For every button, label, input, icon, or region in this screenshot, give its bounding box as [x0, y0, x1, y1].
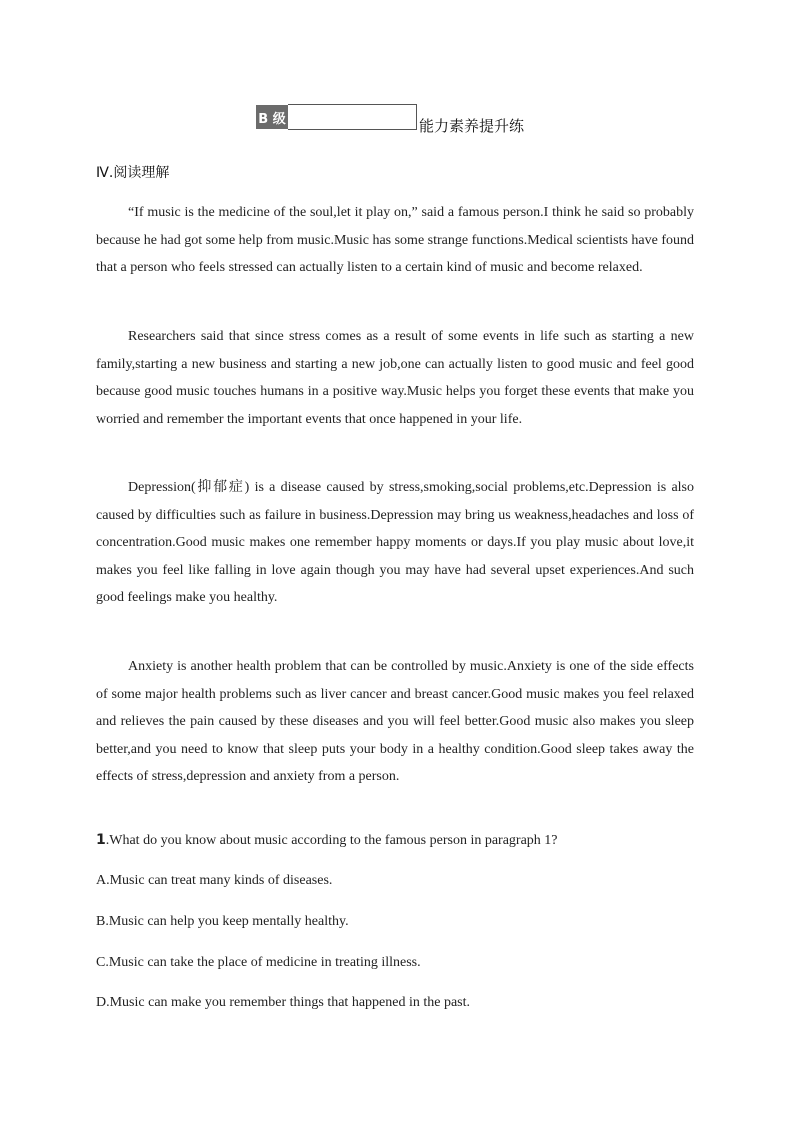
question-text: .What do you know about music according to the famous person in paragraph 1?	[105, 833, 558, 848]
section-title: Ⅳ.阅读理解	[96, 165, 170, 181]
passage-paragraph-2: Researchers said that since stress comes as a result of some events in life such as starting a new family,starting a new business and starting a new job,one can actually listen to good music and feel good because good music touches humans in a positive way.Music helps you forget these events that make you worried and remember the important events that once happened in your life.	[96, 329, 694, 427]
option-d[interactable]: D.Music can make you remember things that happened in the past.	[96, 995, 471, 1010]
question-1	[96, 832, 558, 849]
question-number: 1	[96, 832, 106, 848]
option-a[interactable]: A.Music can treat many kinds of diseases.	[96, 873, 333, 888]
header-title: 能力素养提升练	[419, 117, 525, 135]
passage-paragraph-1: “If music is the medicine of the soul,let it play on,” said a famous person.I think he said so probably because he had got some help from music.Music has some strange functions.Medical scientists have found that a person who feels stressed can actually listen to a certain kind of music and become relaxed.	[96, 205, 694, 276]
option-b[interactable]: B.Music can help you keep mentally healthy.	[96, 914, 349, 929]
level-header	[256, 103, 524, 133]
level-badge: B 级	[256, 105, 288, 129]
passage-paragraph-3: Depression(抑郁症) is a disease caused by stress,smoking,social problems,etc.Depression is also caused by difficulties such as failure in business.Depression may bring us weakness,headaches and loss of concentration.Good music makes one remember happy moments or days.If you play music about love,it makes you feel like falling in love again though you may have had several upset experiences.And such good feelings make you healthy.	[96, 480, 694, 606]
option-c[interactable]: C.Music can take the place of medicine in treating illness.	[96, 955, 421, 970]
passage-paragraph-4: Anxiety is another health problem that can be controlled by music.Anxiety is one of the side effects of some major health problems such as liver cancer and breast cancer.Good music makes you feel relaxed and relieves the pain caused by these diseases and you will feel better.Good music also makes you sleep better,and you need to know that sleep puts your body in a healthy condition.Good sleep takes away the effects of stress,depression and anxiety from a person.	[96, 659, 694, 785]
header-blank-box	[288, 104, 417, 130]
